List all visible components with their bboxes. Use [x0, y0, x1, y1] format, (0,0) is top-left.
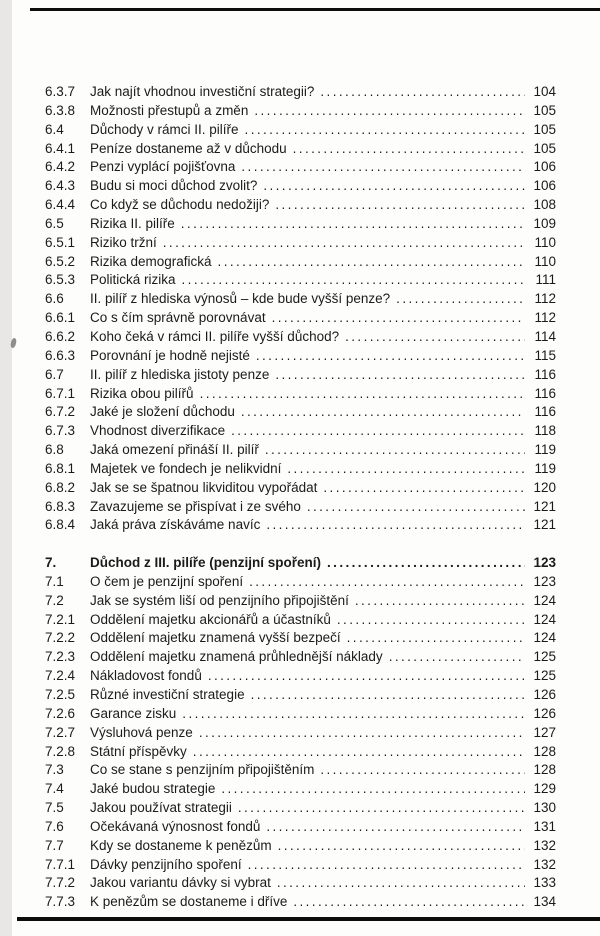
toc-entry [45, 347, 556, 366]
toc-entry-title: Zavazujeme se přispívat i ze svého [90, 498, 301, 514]
toc-leader-dots [320, 761, 525, 780]
toc-leader-dots [163, 234, 525, 253]
toc-entry-number: 6.4 [45, 121, 64, 137]
toc-leader-dots [249, 573, 525, 592]
toc-entry [45, 215, 556, 234]
toc-entry-title: Jak se systém liší od penzijního připojištění [90, 592, 349, 608]
toc-entry-page: 118 [534, 423, 556, 439]
toc-entry-page: 123 [533, 573, 556, 589]
toc-leader-dots [241, 403, 525, 422]
toc-leader-dots [277, 874, 525, 893]
toc-entry-page: 131 [533, 818, 556, 834]
toc-entry [45, 121, 556, 140]
toc-entry [45, 893, 556, 912]
toc-entry-title: Politická rizika [90, 272, 176, 288]
toc-entry-title: Oddělení majetku znamená průhlednější náklady [90, 649, 383, 665]
toc-entry-number: 7.2 [45, 592, 64, 608]
toc-leader-dots [254, 102, 525, 121]
toc-entry [45, 385, 556, 404]
toc-entry [45, 667, 556, 686]
toc-entry [45, 743, 556, 762]
toc-entry-number: 7.7.1 [45, 856, 76, 872]
toc-entry-number: 6.5.3 [45, 272, 76, 288]
toc-leader-dots [275, 366, 525, 385]
toc-entry-number: 7.2.4 [45, 668, 76, 684]
toc-entry-page: 124 [533, 592, 556, 608]
toc-list [45, 83, 556, 912]
toc-entry-title: Důchod z III. pilíře (penzijní spoření) [90, 555, 322, 571]
toc-entry-number: 6.6 [45, 291, 64, 307]
toc-leader-dots [278, 837, 525, 856]
toc-entry-title: Oddělení majetku znamená vyšší bezpečí [90, 630, 341, 646]
toc-leader-dots [238, 799, 525, 818]
toc-entry-number: 6.8.2 [45, 479, 76, 495]
toc-entry [45, 403, 556, 422]
toc-entry-page: 124 [533, 611, 556, 627]
toc-leader-dots [182, 271, 525, 290]
toc-entry [45, 705, 556, 724]
toc-entry [45, 309, 556, 328]
toc-entry-title: Porovnání je hodně nejisté [90, 347, 250, 363]
toc-entry-page: 124 [533, 630, 556, 646]
toc-leader-dots [265, 441, 525, 460]
toc-entry-number: 7.2.3 [45, 649, 76, 665]
toc-entry-title: Garance zisku [90, 705, 177, 721]
toc-entry [45, 196, 556, 215]
toc-leader-dots [181, 215, 525, 234]
toc-entry-page: 121 [533, 498, 556, 514]
toc-entry [45, 498, 556, 517]
toc-entry-title: Rizika obou pilířů [90, 385, 194, 401]
toc-entry-page: 119 [534, 442, 556, 458]
toc-entry-page: 109 [533, 215, 556, 231]
toc-leader-dots [345, 328, 525, 347]
toc-entry-number: 6.7.3 [45, 423, 76, 439]
toc-leader-dots [182, 705, 525, 724]
toc-entry-number: 6.7.2 [45, 404, 76, 420]
toc-entry-number: 7. [45, 555, 57, 571]
toc-entry-number: 7.1 [45, 573, 64, 589]
toc-leader-dots [231, 422, 525, 441]
toc-entry-number: 7.2.5 [45, 687, 76, 702]
toc-entry-page: 104 [533, 84, 556, 99]
toc-entry [45, 158, 556, 177]
toc-entry-title: Majetek ve fondech je nelikvidní [90, 460, 282, 476]
toc-entry-title: Kdy se dostaneme k penězům [90, 837, 272, 853]
toc-entry [45, 422, 556, 441]
toc-entry [45, 271, 556, 290]
toc-entry [45, 554, 556, 573]
toc-entry-title: Riziko tržní [90, 234, 157, 250]
toc-entry-page: 116 [534, 404, 556, 420]
toc-entry-number: 6.6.2 [45, 328, 76, 344]
toc-entry-title: Co když se důchodu nedožiji? [90, 197, 270, 213]
toc-entry-page: 132 [533, 837, 556, 853]
toc-entry-number: 6.8.3 [45, 498, 76, 514]
toc-leader-dots [293, 893, 525, 912]
toc-entry-page: 114 [534, 328, 556, 344]
toc-entry-number: 6.4.4 [45, 197, 76, 213]
toc-entry-page: 128 [533, 762, 556, 778]
toc-leader-dots [275, 196, 525, 215]
toc-entry-page: 116 [534, 385, 556, 401]
toc-entry-page: 126 [533, 687, 556, 702]
toc-entry [45, 818, 556, 837]
toc-entry-page: 111 [535, 272, 556, 288]
toc-entry-page: 106 [533, 178, 556, 194]
toc-entry-page: 121 [533, 517, 556, 533]
toc-entry-title: Nákladovost fondů [90, 668, 202, 684]
toc-entry-number: 6.5 [45, 215, 64, 231]
toc-entry-title: Státní příspěvky [90, 743, 187, 759]
toc-entry-title: Oddělení majetku akcionářů a účastníků [90, 611, 331, 627]
toc-entry [45, 140, 556, 159]
toc-leader-dots [389, 648, 525, 667]
toc-entry-title: Penzi vyplácí pojišťovna [90, 159, 236, 175]
toc-entry-title: Důchody v rámci II. pilíře [90, 121, 239, 137]
toc-entry [45, 837, 556, 856]
toc-entry-title: Budu si moci důchod zvolit? [90, 178, 258, 194]
toc-entry-number: 7.4 [45, 781, 64, 797]
toc-entry-page: 125 [533, 668, 556, 684]
toc-entry-title: II. pilíř z hlediska výnosů – kde bude vyšší penze? [90, 291, 391, 307]
toc-entry-number: 7.7.2 [45, 875, 76, 891]
toc-entry [45, 328, 556, 347]
toc-leader-dots [327, 554, 525, 573]
toc-leader-dots [200, 385, 525, 404]
toc-leader-dots [320, 83, 525, 102]
toc-entry-number: 6.4.2 [45, 159, 76, 175]
toc-entry-title: Co se stane s penzijním připojištěním [90, 762, 315, 778]
toc-entry-title: Dávky penzijního spoření [90, 856, 242, 872]
toc-entry-number: 6.7 [45, 366, 64, 382]
toc-entry [45, 290, 556, 309]
toc-leader-dots [256, 347, 525, 366]
toc-entry [45, 234, 556, 253]
toc-entry [45, 799, 556, 818]
toc-leader-dots [218, 253, 525, 272]
toc-entry-page: 120 [533, 479, 556, 495]
toc-entry [45, 441, 556, 460]
toc-entry-number: 6.8.1 [45, 460, 76, 476]
toc-entry-title: Vhodnost diverzifikace [90, 423, 226, 439]
toc-entry-title: O čem je penzijní spoření [90, 573, 244, 589]
toc-entry-page: 105 [533, 140, 556, 156]
toc-entry [45, 874, 556, 893]
toc-entry [45, 83, 556, 102]
toc-leader-dots [248, 856, 525, 875]
toc-entry-title: Jaká omezení přináší II. pilíř [90, 442, 259, 458]
toc-leader-dots [287, 460, 525, 479]
toc-entry-page: 132 [533, 856, 556, 872]
toc-entry-page: 116 [534, 366, 556, 382]
toc-entry-number: 7.3 [45, 762, 64, 778]
toc-leader-dots [193, 743, 525, 762]
toc-entry-number: 6.8 [45, 442, 64, 458]
toc-entry-number: 6.7.1 [45, 385, 76, 401]
toc-entry-title: Jak se se špatnou likviditou vypořádat [90, 479, 318, 495]
toc-leader-dots [245, 121, 525, 140]
toc-leader-dots [263, 177, 525, 196]
toc-entry-number: 7.7 [45, 837, 64, 853]
toc-entry-number: 7.6 [45, 818, 64, 834]
toc-leader-dots [199, 724, 525, 743]
toc-entry-number: 7.2.8 [45, 743, 76, 759]
toc-entry [45, 573, 556, 592]
toc-entry [45, 629, 556, 648]
toc-entry-title: Jakou používat strategii [90, 800, 232, 816]
toc-entry [45, 253, 556, 272]
toc-entry-page: 125 [533, 649, 556, 665]
toc-leader-dots [396, 290, 525, 309]
toc-leader-dots [251, 686, 525, 705]
toc-entry-title: Jakou variantu dávky si vybrat [90, 875, 271, 891]
toc-entry-page: 134 [533, 894, 556, 910]
toc-entry [45, 724, 556, 743]
toc-entry-page: 126 [533, 705, 556, 721]
toc-entry-number: 6.3.8 [45, 102, 76, 118]
toc-entry-title: Různé investiční strategie [90, 687, 245, 702]
toc-leader-dots [323, 479, 525, 498]
toc-entry-title: Výsluhová penze [90, 724, 193, 740]
toc-entry-number: 6.8.4 [45, 517, 76, 533]
toc-entry [45, 460, 556, 479]
toc-entry-number: 6.6.1 [45, 310, 76, 326]
toc-entry [45, 686, 556, 705]
toc-entry-title: Jak najít vhodnou investiční strategii? [90, 84, 315, 99]
toc-entry [45, 102, 556, 121]
toc-leader-dots [355, 592, 525, 611]
toc-entry-page: 105 [533, 102, 556, 118]
toc-entry-page: 119 [534, 460, 556, 476]
toc-leader-dots [307, 498, 525, 517]
toc-entry-title: K penězům se dostaneme i dříve [90, 894, 288, 910]
toc-entry-title: Koho čeká v rámci II. pilíře vyšší důchod? [90, 328, 340, 344]
toc-entry-number: 6.4.1 [45, 140, 76, 156]
toc-entry-page: 112 [534, 310, 556, 326]
toc-entry-page: 130 [533, 800, 556, 816]
toc-entry [45, 516, 556, 535]
toc-entry-page: 133 [533, 875, 556, 891]
toc-entry-number: 7.7.3 [45, 894, 76, 910]
toc-leader-dots [266, 516, 525, 535]
toc-entry-page: 110 [534, 234, 556, 250]
toc-entry [45, 761, 556, 780]
toc-leader-dots [337, 611, 525, 630]
toc-entry-title: Jaká práva získáváme navíc [90, 517, 261, 533]
toc-entry-page: 112 [534, 291, 556, 307]
toc-entry [45, 592, 556, 611]
toc-entry-title: Očekávaná výnosnost fondů [90, 818, 261, 834]
toc-entry-number: 7.2.1 [45, 611, 76, 627]
toc-entry-title: Rizika II. pilíře [90, 215, 175, 231]
toc-leader-dots [266, 818, 525, 837]
toc-entry-number: 7.5 [45, 800, 64, 816]
toc-entry-page: 108 [533, 197, 556, 213]
toc-entry-title: Jaké budou strategie [90, 781, 216, 797]
toc-entry-number: 7.2.2 [45, 630, 76, 646]
toc-leader-dots [208, 667, 525, 686]
toc-entry [45, 177, 556, 196]
toc-entry-number: 6.5.2 [45, 253, 76, 269]
toc-entry-page: 129 [533, 781, 556, 797]
toc-entry-page: 110 [534, 253, 556, 269]
toc-entry-title: II. pilíř z hlediska jistoty penze [90, 366, 270, 382]
toc-entry-title: Rizika demografická [90, 253, 212, 269]
toc-entry [45, 856, 556, 875]
toc-entry-page: 128 [533, 743, 556, 759]
toc-entry-title: Možnosti přestupů a změn [90, 102, 249, 118]
toc-entry-title: Peníze dostaneme až v důchodu [90, 140, 287, 156]
toc-entry-page: 105 [533, 121, 556, 137]
toc-leader-dots [221, 780, 525, 799]
toc-entry-number: 7.2.6 [45, 705, 76, 721]
toc-entry-page: 123 [533, 555, 556, 571]
toc-entry-number: 6.6.3 [45, 347, 76, 363]
toc-leader-dots [347, 629, 525, 648]
toc-entry [45, 648, 556, 667]
toc-leader-dots [293, 140, 525, 159]
page-edge-bottom [17, 917, 600, 921]
toc-entry-title: Jaké je složení důchodu [90, 404, 235, 420]
toc-leader-dots [272, 309, 525, 328]
toc-leader-dots [241, 158, 525, 177]
toc-entry [45, 366, 556, 385]
toc-entry-number: 6.5.1 [45, 234, 76, 250]
toc-entry [45, 780, 556, 799]
page-edge-top [30, 8, 600, 11]
toc-entry-number: 6.4.3 [45, 178, 76, 194]
toc-entry [45, 611, 556, 630]
toc-entry-page: 106 [533, 159, 556, 175]
toc-entry-page: 127 [533, 724, 556, 740]
toc-entry [45, 479, 556, 498]
toc-entry-number: 6.3.7 [45, 84, 76, 99]
toc-entry-page: 115 [534, 347, 556, 363]
toc-entry-title: Co s čím správně porovnávat [90, 310, 266, 326]
toc-entry-number: 7.2.7 [45, 724, 76, 740]
